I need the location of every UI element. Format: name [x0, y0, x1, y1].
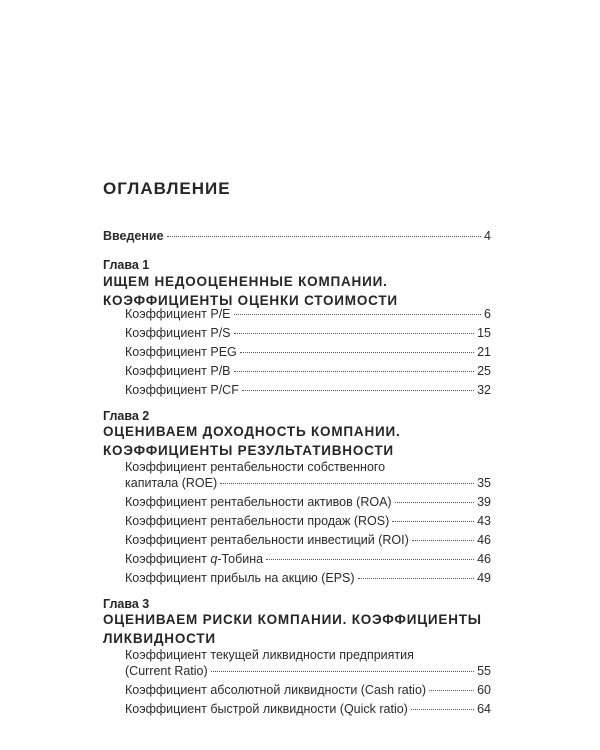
toc-entry[interactable]	[125, 494, 491, 510]
chapter-3-title[interactable]: ОЦЕНИВАЕМ РИСКИ КОМПАНИИ. КОЭФФИЦИЕНТЫ ЛИКВИДНОСТИ	[103, 612, 482, 646]
toc-entry-page: 60	[477, 683, 491, 697]
toc-entry-label	[125, 551, 263, 567]
toc-entry-label-prefix: Коэффициент	[125, 552, 211, 566]
toc-entry-page: 46	[477, 552, 491, 566]
toc-entry-page: 4	[484, 229, 491, 243]
dot-leader	[266, 559, 474, 560]
toc-entry-page: 21	[477, 345, 491, 359]
toc-entry-page: 39	[477, 495, 491, 509]
toc-entry-label-line2: (Current Ratio)	[125, 664, 208, 678]
chapter-2-label: Глава 2	[103, 409, 150, 423]
toc-entry[interactable]	[125, 701, 491, 717]
chapter-3-label: Глава 3	[103, 597, 150, 611]
toc-entry-page: 49	[477, 571, 491, 585]
toc-entry-label: Коэффициент прибыль на акцию (EPS)	[125, 571, 355, 585]
toc-entry-label-line2: капитала (ROE)	[125, 476, 218, 490]
toc-entry[interactable]	[125, 363, 491, 379]
toc-entry-label: Коэффициент P/E	[125, 307, 231, 321]
toc-entry-page: 46	[477, 533, 491, 547]
dot-leader	[234, 371, 475, 372]
toc-entry-page: 64	[477, 702, 491, 716]
chapter-1-label: Глава 1	[103, 258, 150, 272]
toc-entry[interactable]	[125, 344, 491, 360]
toc-entry-line2	[125, 663, 491, 679]
toc-entry-label: Коэффициент рентабельности активов (ROA)	[125, 495, 392, 509]
toc-entry-label: Введение	[103, 229, 164, 243]
toc-entry-page: 15	[477, 326, 491, 340]
toc-entry[interactable]	[125, 459, 491, 491]
toc-entry-label: Коэффициент P/S	[125, 326, 231, 340]
toc-entry-page: 43	[477, 514, 491, 528]
dot-leader	[411, 709, 474, 710]
dot-leader	[429, 690, 474, 691]
toc-entry[interactable]	[125, 647, 491, 679]
toc-entry[interactable]	[125, 532, 491, 548]
dot-leader	[392, 521, 474, 522]
toc-entry-label: Коэффициент абсолютной ликвидности (Cash ratio)	[125, 683, 427, 697]
toc-title: ОГЛАВЛЕНИЕ	[103, 179, 231, 198]
toc-entry-label-suffix: -Тобина	[217, 552, 264, 566]
chapter-2-title[interactable]: ОЦЕНИВАЕМ ДОХОДНОСТЬ КОМПАНИИ. КОЭФФИЦИЕНТЫ РЕЗУЛЬТАТИВНОСТИ	[103, 424, 401, 458]
toc-entry[interactable]	[125, 682, 491, 698]
dot-leader	[234, 314, 482, 315]
dot-leader	[242, 390, 474, 391]
dot-leader	[412, 540, 474, 541]
toc-entry-label-line1: Коэффициент текущей ликвидности предприятия	[125, 648, 414, 662]
toc-entry-label-line1: Коэффициент рентабельности собственного	[125, 460, 386, 474]
toc-entry-page: 32	[477, 383, 491, 397]
dot-leader	[240, 352, 474, 353]
toc-entry-page: 55	[477, 664, 491, 678]
toc-entry[interactable]	[125, 325, 491, 341]
toc-entry-label: Коэффициент P/CF	[125, 383, 239, 397]
dot-leader	[234, 333, 475, 334]
toc-entry-label: Коэффициент рентабельности продаж (ROS)	[125, 514, 390, 528]
toc-entry[interactable]	[125, 513, 491, 529]
toc-entry-label: Коэффициент PEG	[125, 345, 237, 359]
toc-entry-label: Коэффициент быстрой ликвидности (Quick ratio)	[125, 702, 408, 716]
toc-entry[interactable]	[125, 382, 491, 398]
toc-entry-label: Коэффициент рентабельности инвестиций (ROI)	[125, 533, 409, 547]
toc-entry[interactable]	[125, 551, 491, 567]
dot-leader	[358, 578, 475, 579]
dot-leader	[167, 236, 481, 237]
toc-entry-page: 25	[477, 364, 491, 378]
toc-entry[interactable]	[125, 570, 491, 586]
toc-entry[interactable]	[125, 306, 491, 322]
dot-leader	[220, 483, 474, 484]
toc-entry-page: 6	[484, 307, 491, 321]
toc-entry-intro[interactable]	[103, 229, 491, 243]
toc-entry-label-italic: q	[210, 552, 218, 566]
toc-entry-line2	[125, 475, 491, 491]
dot-leader	[211, 671, 474, 672]
dot-leader	[395, 502, 474, 503]
chapter-1-title[interactable]: ИЩЕМ НЕДООЦЕНЕННЫЕ КОМПАНИИ. КОЭФФИЦИЕНТЫ ОЦЕНКИ СТОИМОСТИ	[103, 274, 398, 308]
toc-entry-page: 35	[477, 476, 491, 490]
toc-entry-label: Коэффициент P/B	[125, 364, 231, 378]
